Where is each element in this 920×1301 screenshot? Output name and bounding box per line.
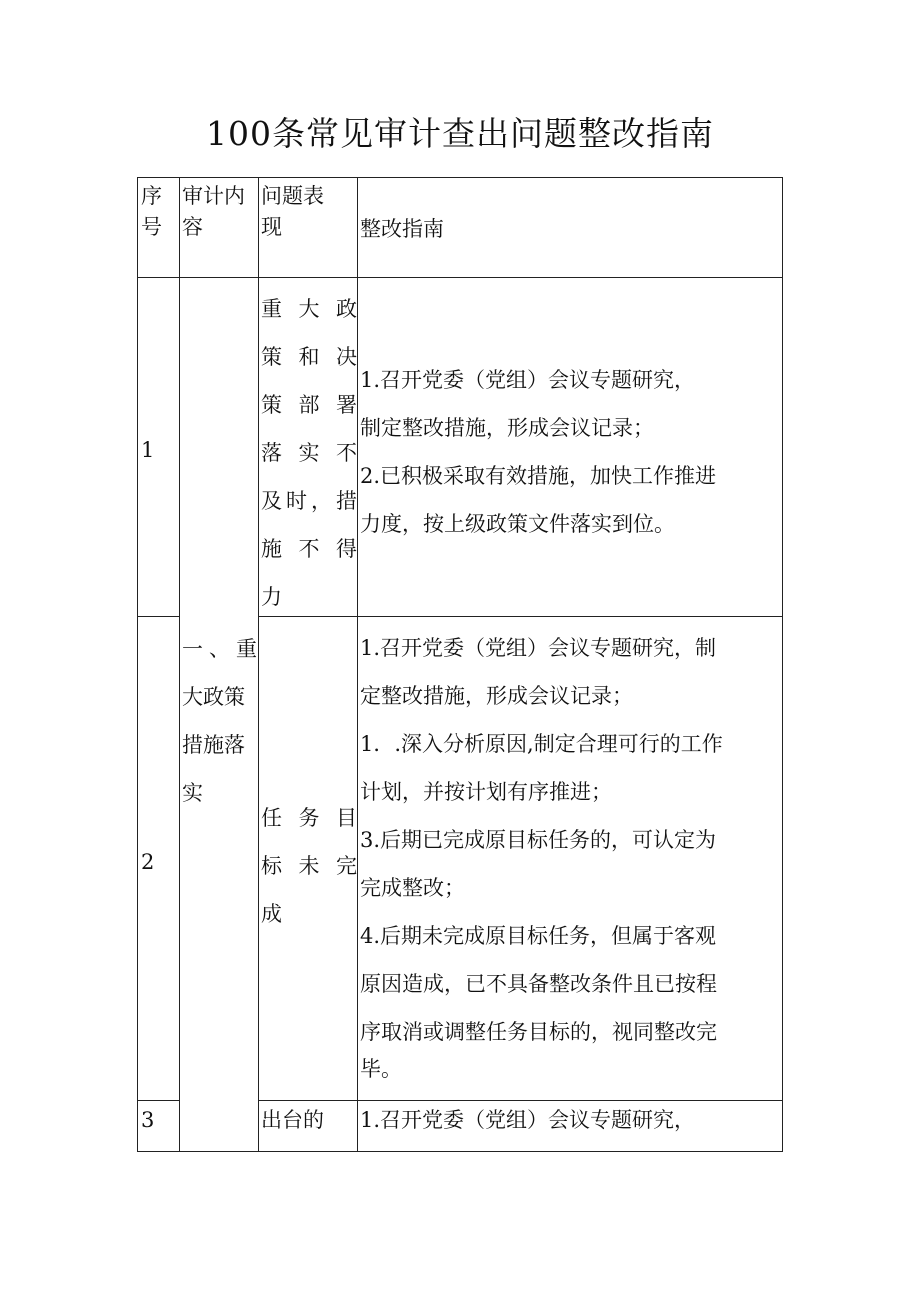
header-guide-label: 整改指南 — [360, 217, 444, 241]
category-line: 措施落 — [182, 733, 245, 757]
row-1-issue — [261, 285, 357, 621]
issue-line: 力 — [261, 585, 282, 609]
category-line: 一、重 — [182, 637, 257, 661]
issue-line: 施不得 — [261, 537, 357, 561]
row-1-guide — [360, 356, 782, 548]
row-divider — [138, 616, 179, 617]
guide-line: 1.召开党委（党组）会议专题研究， — [360, 368, 696, 392]
guide-line: 定整改措施，形成会议记录； — [360, 684, 633, 708]
row-1-seq: 1 — [141, 438, 155, 462]
header-seq — [141, 181, 177, 243]
guide-line: 1.召开党委（党组）会议专题研究， — [360, 1108, 696, 1132]
guide-line: 原因造成，已不具备整改条件且已按程 — [360, 972, 717, 996]
guide-line: 毕。 — [360, 1057, 402, 1081]
header-content-line: 审计内 — [182, 184, 245, 208]
header-guide — [360, 205, 780, 253]
category-line: 大政策 — [182, 685, 245, 709]
issue-line: 落实不 — [261, 441, 357, 465]
row-3-guide — [360, 1096, 782, 1144]
guide-line: 制定整改措施，形成会议记录； — [360, 416, 654, 440]
col-divider — [357, 178, 358, 1151]
row-2-seq: 2 — [141, 850, 155, 874]
guide-line: 序取消或调整任务目标的，视同整改完 — [360, 1020, 717, 1044]
issue-line: 任务目 — [261, 806, 357, 830]
issue-line: 重大政 — [261, 297, 357, 321]
page-title: 100条常见审计查出问题整改指南 — [206, 114, 714, 153]
row-3-seq: 3 — [141, 1108, 155, 1132]
guide-line: 1．.深入分析原因,制定合理可行的工作 — [360, 732, 723, 756]
header-seq-line: 号 — [141, 215, 162, 239]
issue-line: 策部署 — [261, 393, 357, 417]
col-divider — [258, 178, 259, 1151]
header-issue-line: 问题表 — [261, 184, 324, 208]
guide-line: 2.已积极采取有效措施，加快工作推进 — [360, 464, 717, 488]
audit-table — [137, 177, 783, 1152]
issue-line: 及时，措 — [261, 489, 357, 513]
guide-line: 1.召开党委（党组）会议专题研究，制 — [360, 636, 717, 660]
header-content-line: 容 — [182, 215, 203, 239]
header-seq-line: 序 — [141, 184, 162, 208]
row-3-issue — [261, 1096, 357, 1144]
guide-line: 计划，并按计划有序推进； — [360, 780, 612, 804]
header-issue-line: 现 — [261, 215, 282, 239]
guide-line: 完成整改； — [360, 876, 465, 900]
guide-line: 3.后期已完成原目标任务的，可认定为 — [360, 828, 717, 852]
issue-line: 出台的 — [261, 1108, 324, 1132]
category-line: 实 — [182, 781, 203, 805]
issue-line: 成 — [261, 902, 282, 926]
issue-line: 标未完 — [261, 854, 357, 878]
row-2-issue — [261, 794, 357, 938]
header-content — [182, 181, 257, 243]
header-issue — [261, 181, 356, 243]
issue-line: 策和决 — [261, 345, 357, 369]
guide-line: 力度，按上级政策文件落实到位。 — [360, 512, 675, 536]
col-divider — [179, 178, 180, 1151]
row-divider — [138, 277, 782, 278]
category-cell — [182, 625, 257, 817]
guide-line: 4.后期未完成原目标任务，但属于客观 — [360, 924, 717, 948]
row-2-guide — [360, 624, 782, 1082]
